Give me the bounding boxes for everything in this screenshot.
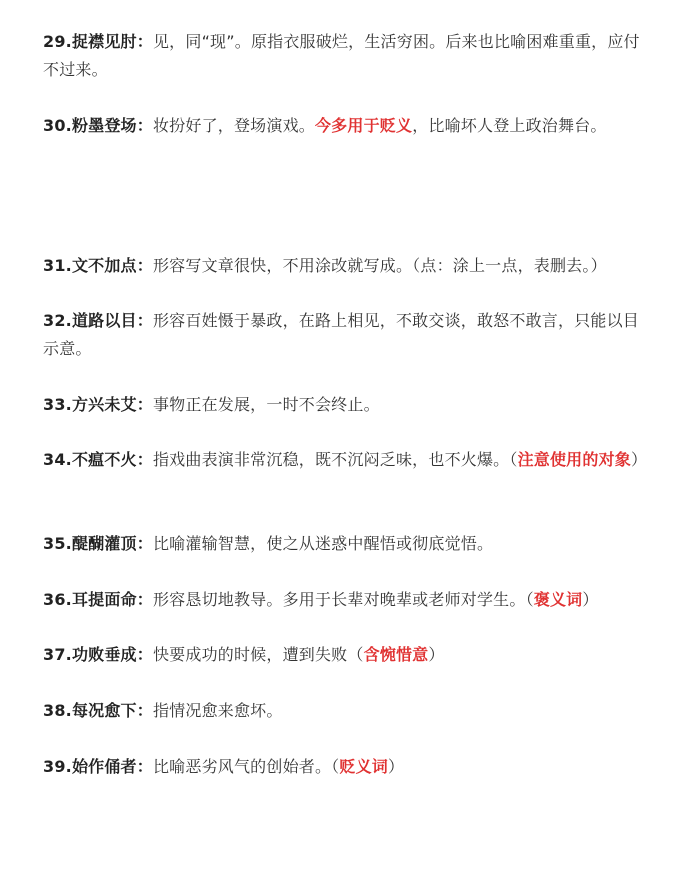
idiom-number: 29.: [43, 32, 72, 51]
idiom-number: 39.: [43, 757, 72, 776]
idiom-definition: 见，同“现”。原指衣服破烂，生活穷困。后来也比喻困难重重，应付不过来。: [43, 32, 640, 79]
idiom-entry-30: [43, 112, 655, 140]
closing-paren: ）: [387, 757, 405, 776]
idiom-number: 38.: [43, 701, 72, 720]
idiom-entry-33: [43, 391, 655, 419]
idiom-entry-31: [43, 252, 655, 280]
idiom-definition: 形容百姓慑于暴政，在路上相见，不敢交谈，敢怒不敢言，只能以目示意。: [43, 311, 639, 358]
highlight-note: 注意使用的对象: [517, 450, 631, 469]
colon: ：: [136, 590, 153, 609]
idiom-entry-32: [43, 307, 655, 363]
idiom-entry-38: [43, 697, 655, 725]
idiom-entry-36: [43, 586, 655, 614]
highlight-note: 贬义词: [339, 757, 388, 776]
highlight-note: 含惋惜意: [363, 645, 429, 664]
idiom-definition: 妆扮好了，登场演戏。: [152, 116, 315, 135]
idiom-term: 不瘟不火: [71, 450, 137, 469]
idiom-term: 每况愈下: [71, 701, 137, 720]
colon: ：: [136, 256, 153, 275]
colon: ：: [136, 395, 153, 414]
colon: ：: [136, 534, 153, 553]
idiom-number: 36.: [43, 590, 72, 609]
closing-paren: ）: [428, 645, 445, 664]
idiom-definition: ，比喻坏人登上政治舞台。: [412, 116, 607, 135]
colon: ：: [136, 32, 153, 51]
idiom-entry-35: [43, 530, 655, 558]
idiom-definition: 指戏曲表演非常沉稳，既不沉闷乏味，也不火爆。（: [152, 450, 518, 469]
idiom-entry-34: [43, 446, 655, 474]
idiom-definition: 指情况愈来愈坏。: [152, 701, 283, 720]
colon: ：: [136, 645, 153, 664]
idiom-entry-29: [43, 28, 655, 84]
highlight-note: 褒义词: [533, 590, 583, 609]
idiom-term: 功败垂成: [71, 645, 137, 664]
idiom-definition: 事物正在发展，一时不会终止。: [152, 395, 380, 414]
idiom-term: 道路以目: [71, 311, 137, 330]
colon: ：: [136, 701, 153, 720]
idiom-number: 31.: [43, 256, 72, 275]
idiom-definition: 形容恳切地教导。多用于长辈对晚辈或老师对学生。（: [152, 590, 534, 609]
idiom-definition: 比喻恶劣风气的创始者。（: [152, 757, 340, 776]
colon: ：: [136, 311, 153, 330]
idiom-term: 粉墨登场: [71, 116, 137, 135]
idiom-number: 30.: [43, 116, 72, 135]
highlight-note: 今多用于贬义: [314, 116, 413, 135]
closing-paren: ）: [630, 450, 648, 469]
idiom-term: 方兴未艾: [71, 395, 137, 414]
colon: ：: [136, 757, 153, 776]
idiom-term: 文不加点: [71, 256, 137, 275]
closing-paren: ）: [582, 590, 599, 609]
idiom-number: 35.: [43, 534, 72, 553]
idiom-entry-39: [43, 753, 655, 781]
idiom-term: 醍醐灌顶: [71, 534, 137, 553]
idiom-number: 34.: [43, 450, 72, 469]
idiom-entry-37: [43, 641, 655, 669]
colon: ：: [136, 450, 153, 469]
idiom-definition: 形容写文章很快，不用涂改就写成。（点：涂上一点，表删去。）: [152, 256, 607, 275]
idiom-term: 始作俑者: [71, 757, 137, 776]
colon: ：: [136, 116, 153, 135]
idiom-term: 捉襟见肘: [71, 32, 137, 51]
idiom-term: 耳提面命: [71, 590, 137, 609]
idiom-number: 33.: [43, 395, 72, 414]
idiom-definition: 快要成功的时候，遭到失败（: [152, 645, 364, 664]
idiom-number: 32.: [43, 311, 72, 330]
idiom-number: 37.: [43, 645, 72, 664]
idiom-definition: 比喻灌输智慧，使之从迷惑中醒悟或彻底觉悟。: [152, 534, 494, 553]
